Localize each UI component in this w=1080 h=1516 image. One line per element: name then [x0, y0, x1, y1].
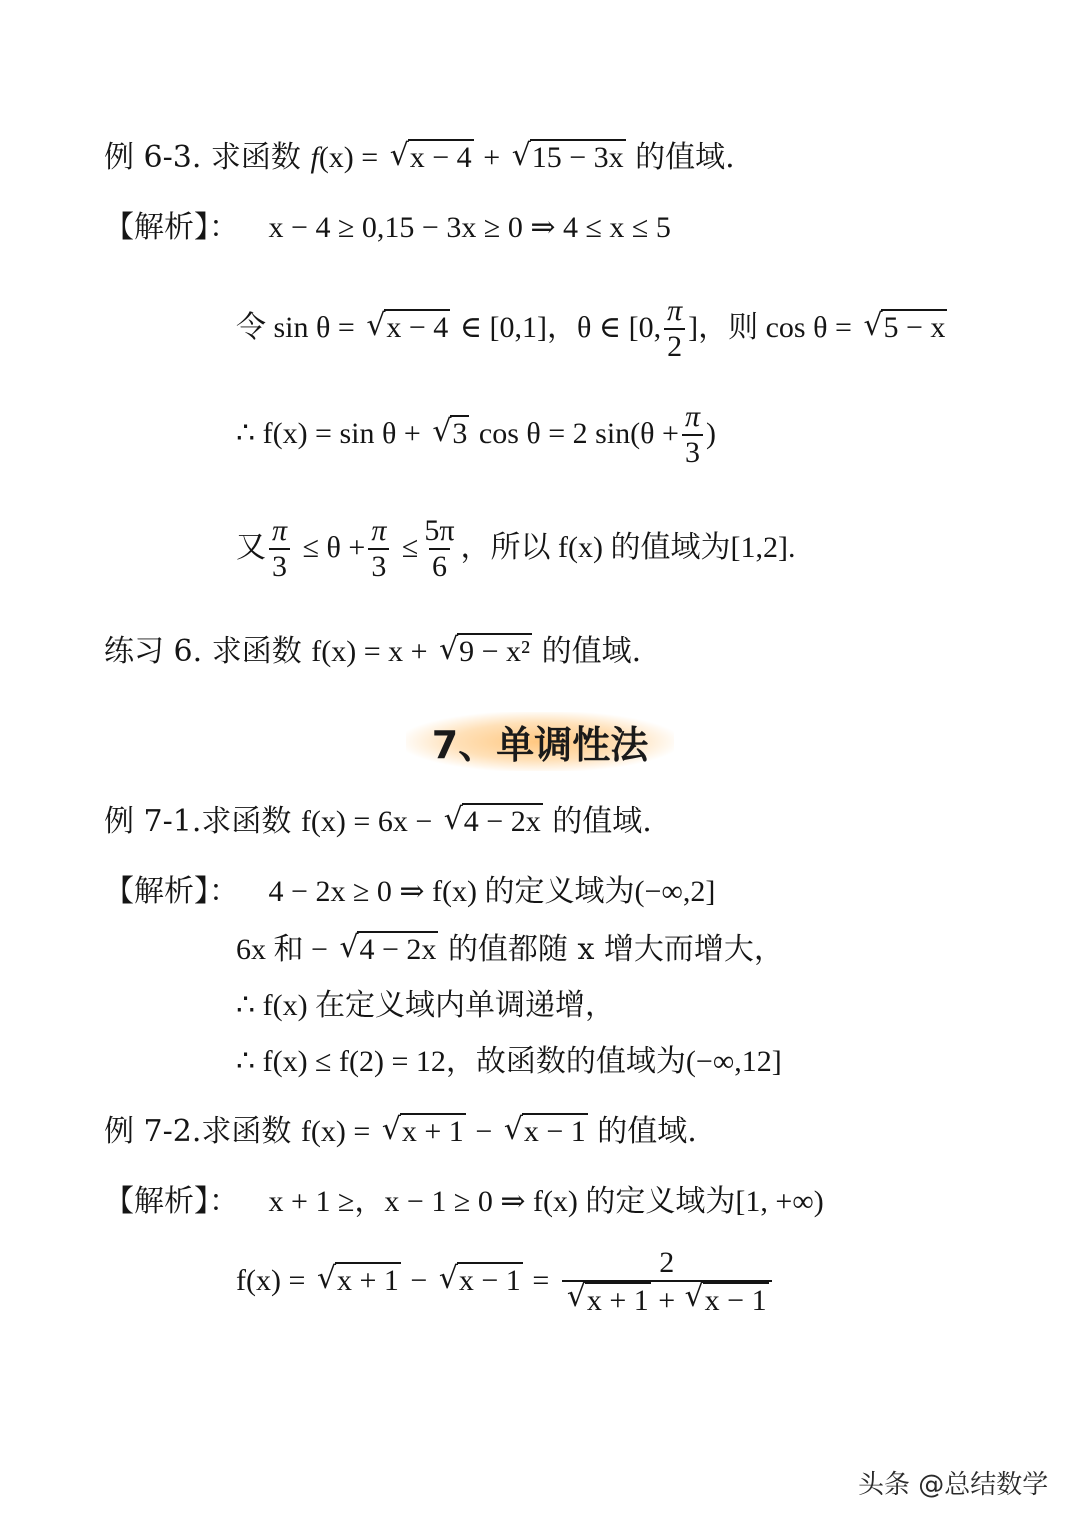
radicand: x + 1	[401, 1115, 464, 1148]
denominator: 6	[429, 548, 450, 584]
operator: −	[410, 1264, 428, 1297]
math-line: ∴ f(x) ≤ f(2) = 12，故函数的值域为(−∞,12]	[236, 1045, 782, 1078]
math-text: ]，则 cos θ =	[688, 311, 852, 344]
solution-6-3-line-1	[104, 208, 671, 248]
math-line: x − 4 ≥ 0,15 − 3x ≥ 0 ⇒ 4 ≤ x ≤ 5	[268, 211, 671, 244]
math-text: 的值都随 x 增大而增大，	[447, 932, 784, 967]
fraction-5pi-over-6	[421, 514, 457, 584]
statement-tail: 的值域.	[552, 804, 652, 839]
example-7-2-statement	[104, 1112, 697, 1152]
section-heading-text: 7、单调性法	[406, 712, 674, 771]
sqrt-term	[382, 1112, 466, 1152]
numerator: π	[667, 294, 683, 327]
numerator: π	[272, 514, 288, 547]
numerator: π	[684, 400, 700, 433]
solution-7-1-line-3	[236, 986, 615, 1026]
sqrt-term	[366, 308, 450, 348]
radicand: x − 4	[409, 141, 472, 174]
solution-7-2-line-1	[104, 1182, 824, 1222]
denominator: 3	[682, 434, 703, 470]
denominator: 2	[664, 328, 685, 364]
solution-6-3-line-2	[236, 294, 947, 364]
math-text: ，所以 f(x) 的值域为[1,2].	[460, 531, 796, 564]
math-text: f(x) =	[236, 1264, 306, 1297]
solution-7-1-line-4	[236, 1042, 782, 1082]
fraction-pi-over-3	[269, 514, 290, 584]
math-text: ∴ f(x) = sin θ +	[236, 417, 421, 450]
radicand: x − 1	[523, 1115, 586, 1148]
math-line: ∴ f(x) 在定义域内单调递增，	[236, 989, 616, 1022]
solution-7-1-line-2	[236, 930, 784, 970]
sqrt-term	[339, 930, 438, 970]
solution-label: 【解析】：	[104, 1184, 239, 1219]
radicand: 15 − 3x	[531, 141, 624, 174]
math-text: f(x) =	[300, 1115, 371, 1148]
sqrt-term	[863, 308, 947, 348]
math-text: f(x) = 6x −	[300, 805, 433, 838]
sqrt-term	[317, 1261, 401, 1301]
numerator: 5π	[424, 514, 455, 547]
operator: +	[658, 1284, 676, 1317]
sqrt-term	[439, 632, 532, 672]
denominator	[562, 1280, 772, 1318]
denominator: 3	[368, 548, 389, 584]
sqrt-term	[512, 138, 626, 178]
sqrt-term	[444, 802, 543, 842]
radicand: x − 1	[704, 1284, 767, 1317]
radicand: 4 − 2x	[359, 933, 437, 966]
example-label: 例 7-1.求函数	[104, 804, 292, 839]
math-line: x + 1 ≥，x − 1 ≥ 0 ⇒ f(x) 的定义域为[1, +∞)	[268, 1185, 824, 1218]
operator: −	[475, 1115, 493, 1148]
solution-6-3-line-4	[236, 514, 796, 584]
math-text: ∈ [0,1]，θ ∈ [0,	[459, 311, 662, 344]
radicand: x + 1	[336, 1264, 399, 1297]
section-heading	[0, 712, 1080, 771]
statement-tail: 的值域.	[597, 1114, 697, 1149]
math-text: cos θ = 2 sin(θ +	[478, 417, 679, 450]
radicand: 5 − x	[883, 311, 946, 344]
statement-tail: 的值域.	[635, 140, 735, 175]
fraction-pi-over-3	[368, 514, 389, 584]
numerator: 2	[659, 1246, 675, 1279]
math-text: 令 sin θ =	[236, 311, 355, 344]
math-text: )	[705, 417, 716, 450]
sqrt-term	[439, 1261, 523, 1301]
math-text: 6x 和 −	[236, 933, 328, 966]
radicand: x − 1	[458, 1264, 521, 1297]
denominator: 3	[269, 548, 290, 584]
example-label: 练习 6. 求函数	[104, 634, 302, 669]
example-6-3-statement	[104, 138, 735, 178]
sqrt-term	[685, 1282, 769, 1318]
example-label: 例 6-3. 求函数	[104, 140, 301, 175]
math-text: ≤	[401, 531, 419, 564]
watermark: 头条 @总结数学	[858, 1470, 1049, 1500]
operator: +	[483, 141, 501, 174]
math-text: f(x) = x +	[311, 635, 428, 668]
fraction-pi-over-3	[682, 400, 703, 470]
solution-6-3-line-3	[236, 400, 716, 470]
radicand: 3	[452, 417, 468, 450]
fraction-result	[562, 1246, 772, 1318]
sqrt-term	[504, 1112, 588, 1152]
exercise-6-statement	[104, 632, 641, 672]
operator: =	[532, 1264, 550, 1297]
solution-7-1-line-1	[104, 872, 715, 912]
radicand: 4 − 2x	[463, 805, 541, 838]
statement-tail: 的值域.	[541, 634, 642, 669]
example-label: 例 7-2.求函数	[104, 1114, 292, 1149]
solution-7-2-line-2	[236, 1246, 775, 1318]
sqrt-term	[432, 414, 469, 454]
solution-label: 【解析】：	[104, 210, 239, 245]
fraction-pi-over-2	[664, 294, 685, 364]
function-arg: (x) =	[318, 141, 379, 174]
sqrt-term	[390, 138, 474, 178]
numerator: π	[371, 514, 387, 547]
radicand: x + 1	[586, 1284, 649, 1317]
math-text: 又	[236, 530, 266, 565]
solution-label: 【解析】：	[104, 874, 239, 909]
example-7-1-statement	[104, 802, 652, 842]
math-line: 4 − 2x ≥ 0 ⇒ f(x) 的定义域为(−∞,2]	[268, 875, 716, 908]
radicand: x − 4	[386, 311, 449, 344]
radicand: 9 − x²	[459, 635, 531, 668]
math-text: ≤ θ +	[302, 531, 366, 564]
sqrt-term	[567, 1282, 651, 1318]
function-symbol: f	[310, 141, 319, 174]
